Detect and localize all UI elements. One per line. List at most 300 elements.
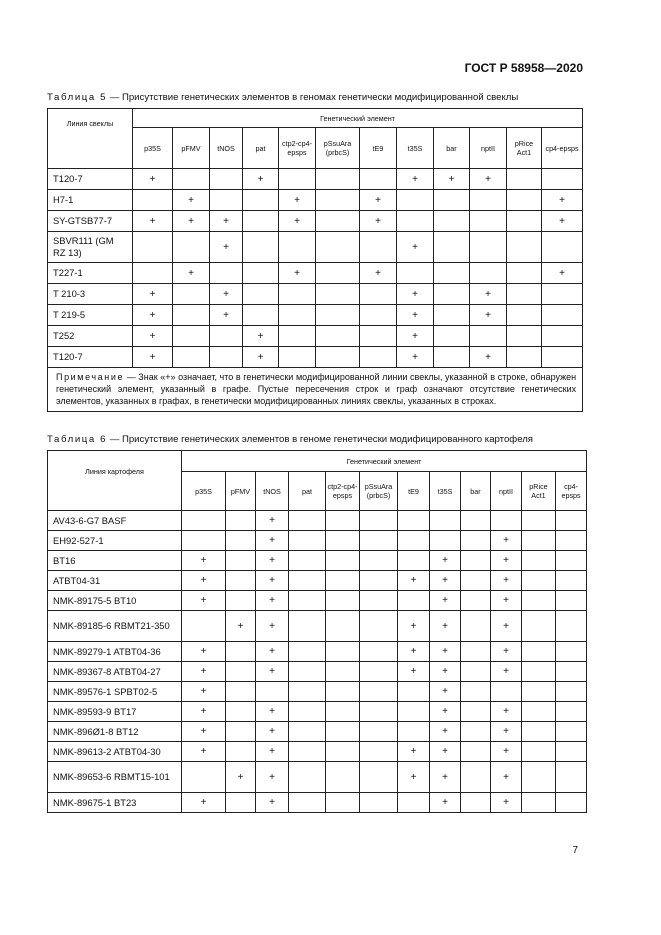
table5-mark-cell — [210, 326, 243, 347]
table6-mark-cell — [226, 531, 256, 551]
table6-mark-cell — [398, 722, 430, 742]
table5-line-name: T120-7 — [48, 347, 133, 368]
table6-mark-cell — [461, 531, 491, 551]
table5-mark-cell — [542, 284, 583, 305]
table6-mark-cell — [522, 511, 556, 531]
table5-mark-cell — [133, 190, 173, 211]
table5-mark-cell: + — [243, 326, 279, 347]
table5-mark-cell — [507, 305, 542, 326]
table5-mark-cell: + — [133, 211, 173, 232]
table6-mark-cell — [226, 682, 256, 702]
table5-mark-cell — [316, 305, 360, 326]
table6-row — [48, 682, 587, 702]
table5-mark-cell — [360, 232, 397, 263]
table6-caption-word: Таблица 6 — [47, 434, 108, 445]
table6-row — [48, 642, 587, 662]
table6-mark-cell — [226, 722, 256, 742]
table6-mark-cell: + — [491, 762, 522, 793]
table6-col-header: pSsuAra (prbcS) — [360, 472, 398, 511]
table5-mark-cell — [434, 284, 470, 305]
table5-row — [48, 263, 583, 284]
table6-mark-cell — [289, 742, 326, 762]
table6-mark-cell: + — [430, 762, 461, 793]
table5-mark-cell — [360, 347, 397, 368]
table6-mark-cell — [522, 642, 556, 662]
table6-mark-cell — [522, 591, 556, 611]
table5-mark-cell — [507, 326, 542, 347]
table6-mark-cell — [522, 762, 556, 793]
table6-mark-cell: + — [182, 742, 226, 762]
table6-mark-cell: + — [256, 702, 289, 722]
table5-mark-cell — [243, 211, 279, 232]
table5-mark-cell — [210, 263, 243, 284]
table6-mark-cell: + — [256, 571, 289, 591]
table6-line-name: NMK-896Ø1-8 BT12 — [48, 722, 182, 742]
table6-mark-cell: + — [398, 742, 430, 762]
table5-mark-cell — [507, 232, 542, 263]
table5-mark-cell: + — [133, 305, 173, 326]
table5-note-row — [48, 368, 583, 412]
table5-row-header: Линия свеклы — [48, 109, 133, 169]
table5-mark-cell — [542, 169, 583, 190]
table5-mark-cell — [360, 169, 397, 190]
table6-mark-cell: + — [430, 682, 461, 702]
table5-row — [48, 347, 583, 368]
table5-mark-cell — [279, 169, 316, 190]
table5-col-header: tE9 — [360, 128, 397, 169]
table6-mark-cell — [522, 662, 556, 682]
table6-row — [48, 793, 587, 813]
table6-mark-cell — [556, 591, 587, 611]
table6-mark-cell — [461, 591, 491, 611]
table6-mark-cell: + — [430, 722, 461, 742]
table5-mark-cell: + — [360, 263, 397, 284]
table6-mark-cell — [326, 571, 360, 591]
table5-line-name: T252 — [48, 326, 133, 347]
table6-line-name: BT16 — [48, 551, 182, 571]
table6-mark-cell: + — [491, 642, 522, 662]
table6-mark-cell: + — [182, 702, 226, 722]
table6-col-header: tNOS — [256, 472, 289, 511]
table5-mark-cell — [542, 305, 583, 326]
table6-mark-cell — [461, 793, 491, 813]
table6-mark-cell — [398, 511, 430, 531]
table5-mark-cell — [173, 305, 210, 326]
table5-group-header: Генетический элемент — [133, 109, 583, 128]
table6-mark-cell — [461, 742, 491, 762]
table6-mark-cell — [398, 702, 430, 722]
table6-mark-cell: + — [182, 551, 226, 571]
table5-mark-cell: + — [470, 347, 507, 368]
table5-mark-cell — [507, 190, 542, 211]
table5-mark-cell — [507, 169, 542, 190]
table5-mark-cell — [470, 232, 507, 263]
table5-mark-cell: + — [434, 169, 470, 190]
table6-row — [48, 762, 587, 793]
table6-mark-cell — [326, 742, 360, 762]
table6-mark-cell: + — [182, 682, 226, 702]
table6-mark-cell — [556, 682, 587, 702]
table6-mark-cell: + — [182, 571, 226, 591]
table6-mark-cell: + — [430, 742, 461, 762]
table5-mark-cell — [173, 169, 210, 190]
table6-mark-cell — [461, 511, 491, 531]
table5-mark-cell — [316, 263, 360, 284]
table6 — [47, 450, 587, 813]
table6-mark-cell: + — [491, 551, 522, 571]
table5-mark-cell — [173, 326, 210, 347]
table6-mark-cell — [182, 511, 226, 531]
table5-mark-cell — [243, 232, 279, 263]
table6-mark-cell — [289, 762, 326, 793]
table6-mark-cell — [360, 662, 398, 682]
table5-mark-cell: + — [397, 326, 434, 347]
table5-row — [48, 284, 583, 305]
table6-mark-cell — [491, 511, 522, 531]
table5-mark-cell: + — [210, 305, 243, 326]
table5-mark-cell — [434, 347, 470, 368]
table6-mark-cell — [556, 722, 587, 742]
table6-mark-cell: + — [430, 662, 461, 682]
table6-mark-cell — [326, 682, 360, 702]
table5-mark-cell — [279, 305, 316, 326]
table5-mark-cell: + — [397, 284, 434, 305]
table5-line-name: H7-1 — [48, 190, 133, 211]
table6-line-name: NMK-89576-1 SPBT02-5 — [48, 682, 182, 702]
table6-row-header: Линия картофеля — [48, 451, 182, 511]
table5-mark-cell: + — [397, 169, 434, 190]
table6-mark-cell: + — [182, 642, 226, 662]
table6-mark-cell — [556, 611, 587, 642]
table5-mark-cell — [434, 190, 470, 211]
table5-mark-cell — [360, 305, 397, 326]
table6-col-header: ctp2-cp4-epsps — [326, 472, 360, 511]
table6-col-header: pRice Act1 — [522, 472, 556, 511]
table6-line-name: EH92-527-1 — [48, 531, 182, 551]
table6-mark-cell: + — [256, 551, 289, 571]
table5-row — [48, 326, 583, 347]
table6-mark-cell — [461, 702, 491, 722]
table6-mark-cell — [461, 762, 491, 793]
table6-mark-cell — [226, 793, 256, 813]
table6-mark-cell — [461, 551, 491, 571]
table6-mark-cell — [182, 611, 226, 642]
table5-mark-cell — [279, 347, 316, 368]
table5-line-name: T120-7 — [48, 169, 133, 190]
table5-mark-cell: + — [470, 169, 507, 190]
table6-mark-cell — [398, 551, 430, 571]
table6-row — [48, 531, 587, 551]
table6-line-name: NMK-89367-8 ATBT04-27 — [48, 662, 182, 682]
table5-mark-cell: + — [133, 169, 173, 190]
table6-mark-cell — [289, 551, 326, 571]
table6-mark-cell — [556, 642, 587, 662]
table6-mark-cell — [360, 611, 398, 642]
table6-mark-cell: + — [182, 662, 226, 682]
table5-mark-cell — [316, 169, 360, 190]
table5-col-header: nptII — [470, 128, 507, 169]
table6-mark-cell — [430, 511, 461, 531]
table6-mark-cell — [326, 662, 360, 682]
table6-row — [48, 702, 587, 722]
table6-mark-cell — [360, 762, 398, 793]
table5-mark-cell — [243, 263, 279, 284]
table6-mark-cell: + — [491, 662, 522, 682]
table6-line-name: NMK-89653-6 RBMT15-101 — [48, 762, 182, 793]
table6-mark-cell — [326, 702, 360, 722]
table6-col-header: nptII — [491, 472, 522, 511]
table6-mark-cell — [522, 571, 556, 591]
table6-mark-cell — [360, 551, 398, 571]
table6-mark-cell — [522, 611, 556, 642]
table5-line-name: T227-1 — [48, 263, 133, 284]
table6-mark-cell — [289, 722, 326, 742]
table6-mark-cell — [226, 662, 256, 682]
table5-mark-cell — [434, 263, 470, 284]
table5-mark-cell — [316, 190, 360, 211]
table6-line-name: NMK-89279-1 ATBT04-36 — [48, 642, 182, 662]
table5-col-header: pFMV — [173, 128, 210, 169]
table6-mark-cell: + — [256, 511, 289, 531]
table6-mark-cell — [289, 591, 326, 611]
table6-mark-cell: + — [430, 551, 461, 571]
table5-mark-cell — [470, 326, 507, 347]
table6-line-name: NMK-89675-1 BT23 — [48, 793, 182, 813]
table5-line-name: SY-GTSB77-7 — [48, 211, 133, 232]
table6-mark-cell: + — [256, 793, 289, 813]
table6-mark-cell: + — [491, 571, 522, 591]
table6-col-header: t35S — [430, 472, 461, 511]
table6-mark-cell — [522, 722, 556, 742]
table5-mark-cell — [470, 211, 507, 232]
table6-mark-cell: + — [398, 642, 430, 662]
table5-mark-cell — [470, 190, 507, 211]
table5-mark-cell: + — [133, 347, 173, 368]
table6-caption-text: — Присутствие генетических элементов в геноме генетически модифицированного картофеля — [107, 434, 534, 445]
table6-line-name: NMK-89613-2 ATBT04-30 — [48, 742, 182, 762]
table6-row — [48, 662, 587, 682]
table5-mark-cell: + — [397, 347, 434, 368]
table6-mark-cell: + — [491, 742, 522, 762]
table6-mark-cell — [522, 793, 556, 813]
table6-row — [48, 551, 587, 571]
table6-line-name: NMK-89593-9 BT17 — [48, 702, 182, 722]
table6-mark-cell — [289, 793, 326, 813]
table6-row — [48, 742, 587, 762]
table5-mark-cell — [243, 190, 279, 211]
table5-mark-cell: + — [133, 284, 173, 305]
table6-mark-cell — [289, 571, 326, 591]
table5-note-label: Примечание — [56, 372, 125, 382]
table6-mark-cell: + — [491, 722, 522, 742]
table5-mark-cell: + — [279, 263, 316, 284]
table6-mark-cell — [461, 722, 491, 742]
table6-mark-cell — [289, 682, 326, 702]
table6-mark-cell — [461, 662, 491, 682]
table6-mark-cell — [522, 531, 556, 551]
table5-mark-cell: + — [173, 263, 210, 284]
table6-row — [48, 591, 587, 611]
table6-mark-cell — [556, 702, 587, 722]
table5-col-header: pRice Act1 — [507, 128, 542, 169]
table6-mark-cell — [326, 793, 360, 813]
table5-mark-cell: + — [397, 232, 434, 263]
table6-mark-cell: + — [491, 702, 522, 722]
table6-mark-cell — [182, 762, 226, 793]
table6-mark-cell — [461, 642, 491, 662]
table5-mark-cell: + — [360, 190, 397, 211]
table6-mark-cell — [326, 611, 360, 642]
table6-mark-cell — [522, 682, 556, 702]
table6-mark-cell — [360, 571, 398, 591]
table5-mark-cell — [397, 263, 434, 284]
table6-line-name: ATBT04-31 — [48, 571, 182, 591]
table6-mark-cell — [398, 531, 430, 551]
table5-mark-cell — [507, 347, 542, 368]
table6-mark-cell — [226, 642, 256, 662]
table6-mark-cell — [398, 591, 430, 611]
table6-mark-cell — [398, 793, 430, 813]
table6-mark-cell — [226, 571, 256, 591]
table5-mark-cell — [507, 284, 542, 305]
table6-mark-cell: + — [491, 591, 522, 611]
table5-caption-text: — Присутствие генетических элементов в геномах генетически модифицированной свеклы — [107, 92, 519, 103]
table6-mark-cell — [556, 571, 587, 591]
table6-mark-cell — [461, 571, 491, 591]
table6-mark-cell — [226, 742, 256, 762]
table6-mark-cell: + — [256, 742, 289, 762]
table6-mark-cell: + — [398, 611, 430, 642]
table6-mark-cell: + — [398, 762, 430, 793]
table5-mark-cell — [243, 284, 279, 305]
table6-mark-cell — [360, 591, 398, 611]
table6-col-header: tE9 — [398, 472, 430, 511]
table6-mark-cell — [522, 702, 556, 722]
table5-note — [48, 368, 583, 412]
table5-mark-cell — [434, 326, 470, 347]
table5-mark-cell — [279, 284, 316, 305]
table6-mark-cell — [360, 702, 398, 722]
table5-mark-cell — [173, 284, 210, 305]
table5-col-header: cp4-epsps — [542, 128, 583, 169]
table6-mark-cell — [326, 591, 360, 611]
table6-row — [48, 571, 587, 591]
table5-mark-cell — [210, 347, 243, 368]
table6-mark-cell — [289, 511, 326, 531]
table5-mark-cell — [542, 232, 583, 263]
table6-mark-cell: + — [182, 793, 226, 813]
table5-mark-cell: + — [470, 284, 507, 305]
table6-mark-cell — [491, 682, 522, 702]
table5-mark-cell — [316, 347, 360, 368]
table6-mark-cell: + — [398, 571, 430, 591]
table5-mark-cell — [173, 347, 210, 368]
table5-mark-cell — [210, 169, 243, 190]
table5-row — [48, 232, 583, 263]
table5-col-header: tNOS — [210, 128, 243, 169]
table6-mark-cell: + — [256, 531, 289, 551]
table6-header-row — [48, 451, 587, 472]
table6-mark-cell — [556, 762, 587, 793]
table6-mark-cell: + — [398, 662, 430, 682]
table6-mark-cell — [522, 551, 556, 571]
table5-mark-cell — [507, 211, 542, 232]
table6-mark-cell — [398, 682, 430, 702]
table5-mark-cell: + — [243, 169, 279, 190]
table5-mark-cell — [173, 232, 210, 263]
table6-col-header: bar — [461, 472, 491, 511]
table5-mark-cell: + — [173, 211, 210, 232]
table6-mark-cell — [430, 531, 461, 551]
table5-mark-cell: + — [210, 211, 243, 232]
table6-mark-cell — [556, 511, 587, 531]
table5-mark-cell — [133, 232, 173, 263]
table5-col-header: t35S — [397, 128, 434, 169]
table5-mark-cell: + — [470, 305, 507, 326]
table5-mark-cell: + — [133, 326, 173, 347]
table5-line-name: T 219-5 — [48, 305, 133, 326]
table6-mark-cell: + — [430, 642, 461, 662]
table5-mark-cell — [507, 263, 542, 284]
table5-mark-cell — [316, 284, 360, 305]
table5-note-text: — Знак «+» означает, что в генетически модифицированной линии свеклы, указанной в строке, обнаружен генетический элемент, указанный в графе. Пустые пересечения строк и граф означают отсутствие генетических элементов, указанных в графах, в генетически модифицированных линиях свеклы, указанных в строках. — [56, 372, 577, 407]
table6-mark-cell — [360, 682, 398, 702]
table6-group-header: Генетический элемент — [182, 451, 587, 472]
table5-line-name: SBVR111 (GM RZ 13) — [48, 232, 133, 263]
table5-mark-cell: + — [542, 190, 583, 211]
table5-mark-cell: + — [542, 211, 583, 232]
standard-number: ГОСТ Р 58958—2020 — [464, 61, 583, 75]
table6-mark-cell — [360, 511, 398, 531]
table6-mark-cell: + — [430, 571, 461, 591]
table6-mark-cell: + — [226, 762, 256, 793]
table6-line-name: NMK-89185-6 RBMT21-350 — [48, 611, 182, 642]
table6-mark-cell — [326, 551, 360, 571]
table6-mark-cell — [326, 642, 360, 662]
table5-mark-cell: + — [210, 232, 243, 263]
table6-mark-cell — [256, 682, 289, 702]
table6-col-header: pFMV — [226, 472, 256, 511]
table6-mark-cell: + — [256, 762, 289, 793]
table6-mark-cell: + — [256, 662, 289, 682]
table6-mark-cell — [326, 531, 360, 551]
table5-mark-cell — [279, 326, 316, 347]
table6-mark-cell: + — [491, 531, 522, 551]
table6-mark-cell — [289, 702, 326, 722]
table6-mark-cell — [360, 642, 398, 662]
table6-col-header: pat — [289, 472, 326, 511]
table6-row — [48, 722, 587, 742]
table6-mark-cell: + — [430, 611, 461, 642]
table5-caption — [47, 92, 518, 103]
table6-mark-cell — [556, 531, 587, 551]
table6-mark-cell — [182, 531, 226, 551]
table6-mark-cell — [289, 611, 326, 642]
table6-row — [48, 611, 587, 642]
table6-mark-cell — [289, 642, 326, 662]
table6-mark-cell — [461, 682, 491, 702]
table6-mark-cell — [226, 551, 256, 571]
table6-row — [48, 511, 587, 531]
table5-mark-cell — [542, 326, 583, 347]
table6-mark-cell — [556, 742, 587, 762]
table5-mark-cell — [470, 263, 507, 284]
table5-header-row — [48, 109, 583, 128]
table5-mark-cell: + — [173, 190, 210, 211]
table5-row — [48, 169, 583, 190]
table5-mark-cell — [360, 284, 397, 305]
table5-mark-cell — [434, 211, 470, 232]
